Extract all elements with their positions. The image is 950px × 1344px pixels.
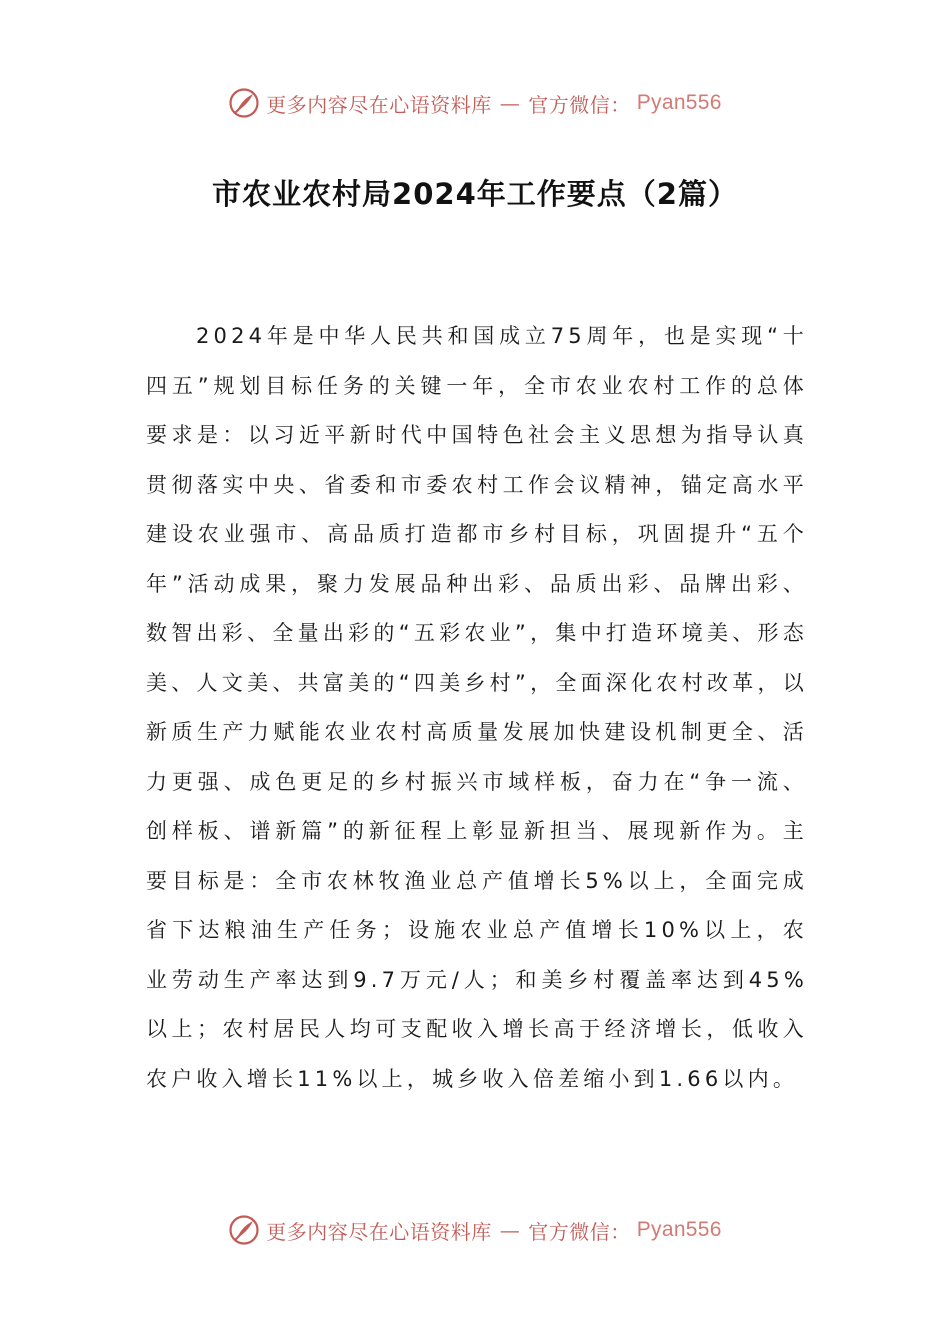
watermark-main-text: 更多内容尽在心语资料库: [266, 1219, 492, 1244]
quill-pen-logo-icon: [228, 87, 260, 119]
watermark-dash: —: [499, 91, 521, 115]
watermark-dash: —: [499, 1218, 521, 1242]
footer-watermark: [0, 1213, 950, 1247]
document-paragraph: 2024年是中华人民共和国成立75周年，也是实现“十四五”规划目标任务的关键一年，全市农业农村工作的总体要求是：以习近平新时代中国特色社会主义思想为指导认真贯彻落实中央、省委和市委农村工作会议精神，锚定高水平建设农业强市、高品质打造都市乡村目标，巩固提升“五个年”活动成果，聚力发展品种出彩、品质出彩、品牌出彩、数智出彩、全量出彩的“五彩农业”，集中打造环境美、形态美、人文美、共富美的“四美乡村”，全面深化农村改革，以新质生产力赋能农业农村高质量发展加快建设机制更全、活力更强、成色更足的乡村振兴市域样板，奋力在“争一流、创样板、谱新篇”的新征程上彰显新担当、展现新作为。主要目标是：全市农林牧渔业总产值增长5%以上，全面完成省下达粮油生产任务；设施农业总产值增长10%以上，农业劳动生产率达到9.7万元/人；和美乡村覆盖率达到45%以上；农村居民人均可支配收入增长高于经济增长，低收入农户收入增长11%以上，城乡收入倍差缩小到1.66以内。: [146, 324, 808, 1091]
header-watermark: [0, 86, 950, 120]
document-title: 市农业农村局2024年工作要点（2篇）: [212, 177, 738, 211]
quill-pen-logo-icon: [228, 1214, 260, 1246]
watermark-wechat-id: Pyan556: [636, 1218, 722, 1241]
watermark-wechat-id: Pyan556: [636, 91, 722, 114]
watermark-main-text: 更多内容尽在心语资料库: [266, 92, 492, 117]
watermark-wechat-label: 官方微信：: [528, 1219, 631, 1244]
watermark-wechat-label: 官方微信：: [528, 92, 631, 117]
